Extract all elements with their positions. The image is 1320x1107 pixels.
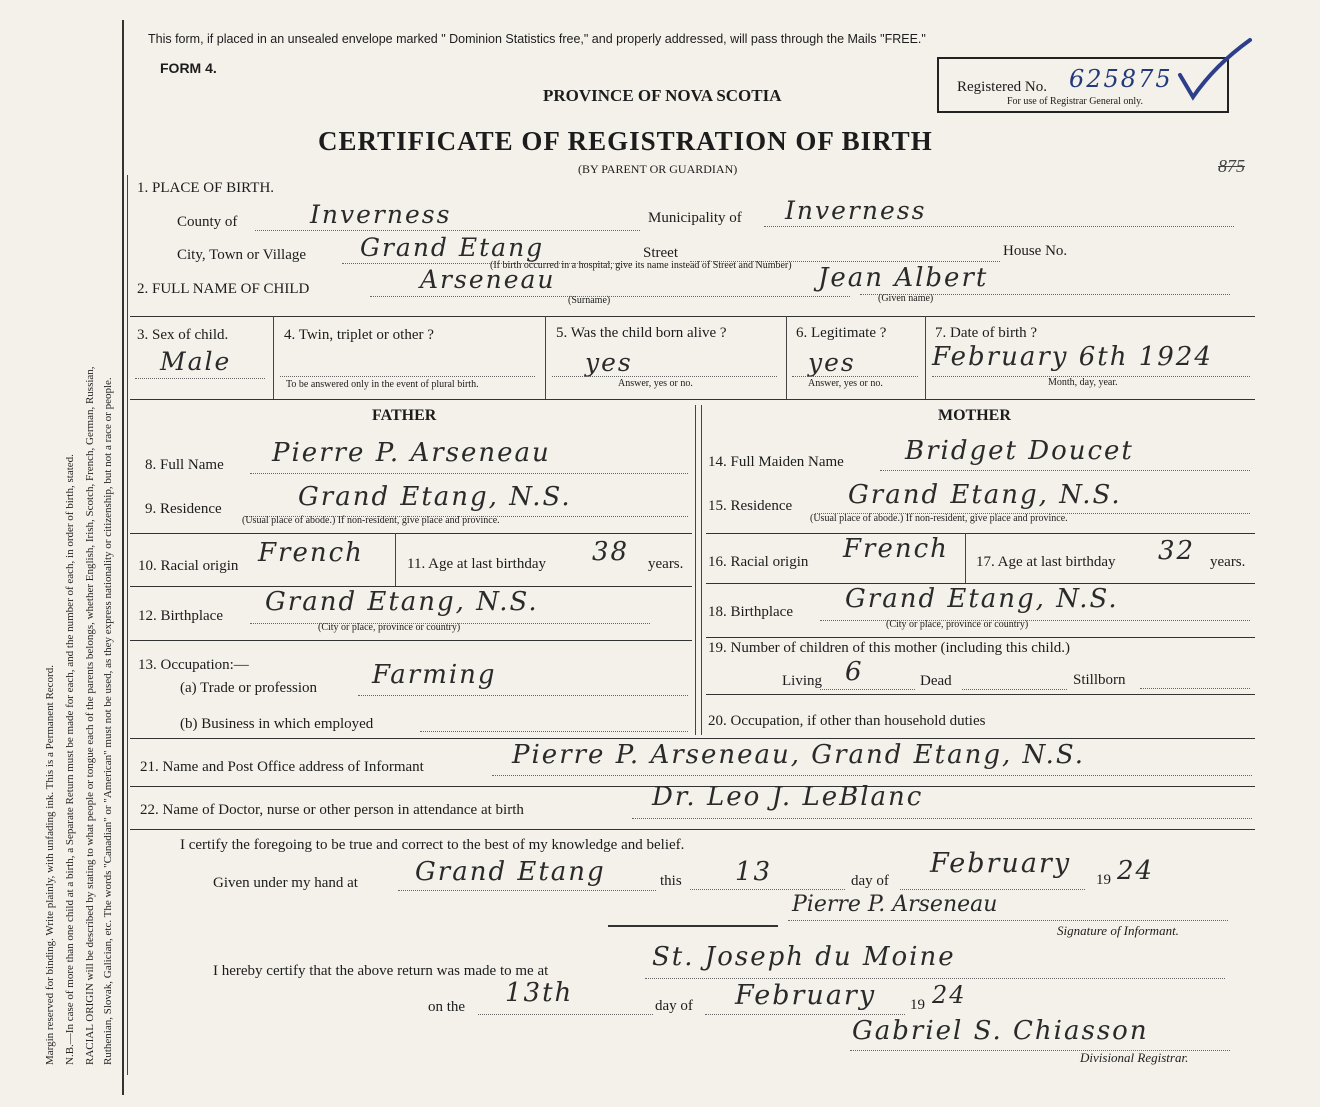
margin-rule-outer	[122, 20, 124, 1095]
father-heading: FATHER	[372, 407, 437, 424]
mother-heading: MOTHER	[938, 407, 1011, 424]
municipality-value: Inverness	[785, 196, 927, 225]
dob-note: Month, day, year.	[1048, 377, 1118, 388]
margin-note-2: N.B.—In case of more than one child at a birth, a Separate Return must be made for each, and the number of each, in order of birth, stated.	[64, 454, 76, 1065]
registrar-statement: I hereby certify that the above return was made to me at	[213, 963, 549, 979]
alive-value: yes	[585, 348, 633, 377]
city-value: Grand Etang	[360, 233, 545, 262]
father-birthplace-value: Grand Etang, N.S.	[265, 587, 539, 617]
father-age-label: 11. Age at last birthday	[407, 556, 546, 572]
father-residence-label: 9. Residence	[145, 501, 222, 517]
county-value: Inverness	[310, 200, 452, 229]
margin-rule-inner	[127, 175, 128, 1075]
informant-signature: Pierre P. Arseneau	[792, 892, 998, 917]
father-racial-label: 10. Racial origin	[138, 558, 239, 574]
registrar-place-value: St. Joseph du Moine	[652, 942, 956, 972]
mother-residence-label: 15. Residence	[708, 498, 793, 514]
city-label: City, Town or Village	[177, 247, 307, 263]
given-day-value: 13	[735, 857, 773, 887]
alive-note: Answer, yes or no.	[618, 378, 693, 389]
father-residence-value: Grand Etang, N.S.	[298, 482, 572, 512]
mother-residence-note: (Usual place of abode.) If non-resident, give place and province.	[810, 513, 1068, 524]
dob-value: February 6th 1924	[932, 342, 1213, 372]
registrar-caption: Divisional Registrar.	[1080, 1050, 1189, 1065]
father-birthplace-label: 12. Birthplace	[138, 608, 223, 624]
given-month-value: February	[930, 848, 1072, 879]
informant-label: 21. Name and Post Office address of Informant	[140, 759, 424, 775]
mother-birthplace-value: Grand Etang, N.S.	[845, 584, 1119, 614]
corner-number: 875	[1218, 156, 1245, 176]
trade-label: (a) Trade or profession	[180, 680, 318, 696]
margin-note-4: Ruthenian, Slovak, Galician, etc. The words "Canadian" or "American" must not be used, as they express nationality or citizenship, but not a race or people.	[102, 377, 114, 1065]
county-label: County of	[177, 214, 238, 230]
given-under-label: Given under my hand at	[213, 875, 358, 891]
doctor-label: 22. Name of Doctor, nurse or other person in attendance at birth	[140, 802, 524, 818]
trade-value: Farming	[372, 660, 497, 690]
given-year-prefix: 19	[1096, 872, 1111, 888]
living-value: 6	[845, 657, 864, 687]
margin-note-1: Margin reserved for binding. Write plainly, with unfading ink. This is a Permanent Record.	[44, 665, 56, 1065]
dead-label: Dead	[920, 673, 952, 689]
registrar-note: For use of Registrar General only.	[1007, 96, 1143, 107]
sex-value: Male	[160, 347, 232, 376]
given-year-value: 24	[1117, 856, 1155, 886]
child-given-value: Jean Albert	[818, 263, 989, 293]
sex-label: 3. Sex of child.	[137, 327, 229, 343]
place-of-birth-label: 1. PLACE OF BIRTH.	[137, 180, 275, 196]
house-number-label: House No.	[1003, 243, 1068, 259]
registrar-month-value: February	[735, 980, 877, 1011]
given-place-value: Grand Etang	[415, 857, 606, 887]
registrar-year-prefix: 19	[910, 997, 925, 1013]
mother-age-value: 32	[1158, 536, 1196, 566]
mother-birthplace-note: (City or place, province or country)	[886, 619, 1029, 630]
certificate-title: CERTIFICATE OF REGISTRATION OF BIRTH	[318, 126, 933, 156]
legitimate-value: yes	[808, 348, 856, 377]
registered-label: Registered No.	[957, 79, 1047, 95]
stillborn-label: Stillborn	[1073, 672, 1126, 688]
mother-racial-value: French	[843, 534, 949, 564]
twin-label: 4. Twin, triplet or other ?	[284, 327, 434, 343]
registrar-signature: Gabriel S. Chiasson	[852, 1016, 1149, 1046]
mother-birthplace-label: 18. Birthplace	[708, 604, 793, 620]
father-birthplace-note: (City or place, province or country)	[318, 622, 461, 633]
registrar-day-of-label: day of	[655, 998, 693, 1014]
business-label: (b) Business in which employed	[180, 716, 374, 732]
mother-age-label: 17. Age at last birthday	[976, 554, 1116, 570]
given-caption: (Given name)	[878, 293, 934, 304]
registered-value: 625875	[1069, 65, 1173, 93]
given-day-of-label: day of	[851, 873, 889, 889]
father-racial-value: French	[258, 538, 364, 568]
registrar-year-value: 24	[932, 981, 967, 1009]
living-label: Living	[782, 673, 822, 689]
hospital-note: (If birth occurred in a hospital, give its name instead of Street and Number)	[490, 260, 792, 271]
form-number: FORM 4.	[160, 60, 217, 76]
twin-note: To be answered only in the event of plural birth.	[286, 379, 479, 390]
surname-caption: (Surname)	[568, 295, 611, 306]
father-years: years.	[648, 556, 684, 572]
certify-statement: I certify the foregoing to be true and correct to the best of my knowledge and belief.	[180, 837, 685, 853]
mother-residence-value: Grand Etang, N.S.	[848, 480, 1122, 510]
mail-note: This form, if placed in an unsealed envelope marked " Dominion Statistics free," and properly addressed, will pass through the Mails "FREE."	[148, 32, 926, 46]
certificate-subtitle: (BY PARENT OR GUARDIAN)	[578, 162, 738, 176]
registrar-day-value: 13th	[505, 978, 574, 1008]
informant-signature-caption: Signature of Informant.	[1057, 923, 1179, 938]
on-the-label: on the	[428, 999, 466, 1015]
street-label: Street	[643, 245, 678, 261]
alive-label: 5. Was the child born alive ?	[556, 325, 727, 341]
check-mark-icon	[1175, 35, 1255, 110]
mother-occupation-label: 20. Occupation, if other than household duties	[708, 713, 986, 729]
legitimate-label: 6. Legitimate ?	[796, 325, 887, 341]
mother-name-label: 14. Full Maiden Name	[708, 454, 844, 470]
doctor-value: Dr. Leo J. LeBlanc	[652, 782, 924, 812]
mother-racial-label: 16. Racial origin	[708, 554, 809, 570]
margin-note-3: RACIAL ORIGIN will be described by stating to what people or tongue each of the parents belongs, whether English, Irish, Scotch, French, German, Russian,	[84, 366, 96, 1065]
father-name-value: Pierre P. Arseneau	[272, 438, 551, 468]
mother-years: years.	[1210, 554, 1246, 570]
legitimate-note: Answer, yes or no.	[808, 378, 883, 389]
father-name-label: 8. Full Name	[145, 457, 224, 473]
province-heading: PROVINCE OF NOVA SCOTIA	[543, 86, 782, 105]
child-name-label: 2. FULL NAME OF CHILD	[137, 281, 310, 297]
father-age-value: 38	[592, 537, 630, 567]
father-occupation-label: 13. Occupation:—	[138, 657, 249, 673]
children-count-label: 19. Number of children of this mother (including this child.)	[708, 640, 1071, 656]
municipality-label: Municipality of	[648, 210, 742, 226]
informant-value: Pierre P. Arseneau, Grand Etang, N.S.	[512, 740, 1086, 770]
child-surname-value: Arseneau	[420, 265, 556, 294]
dob-label: 7. Date of birth ?	[935, 325, 1038, 341]
this-label: this	[660, 873, 682, 889]
father-residence-note: (Usual place of abode.) If non-resident, give place and province.	[242, 515, 500, 526]
mother-name-value: Bridget Doucet	[905, 436, 1134, 466]
